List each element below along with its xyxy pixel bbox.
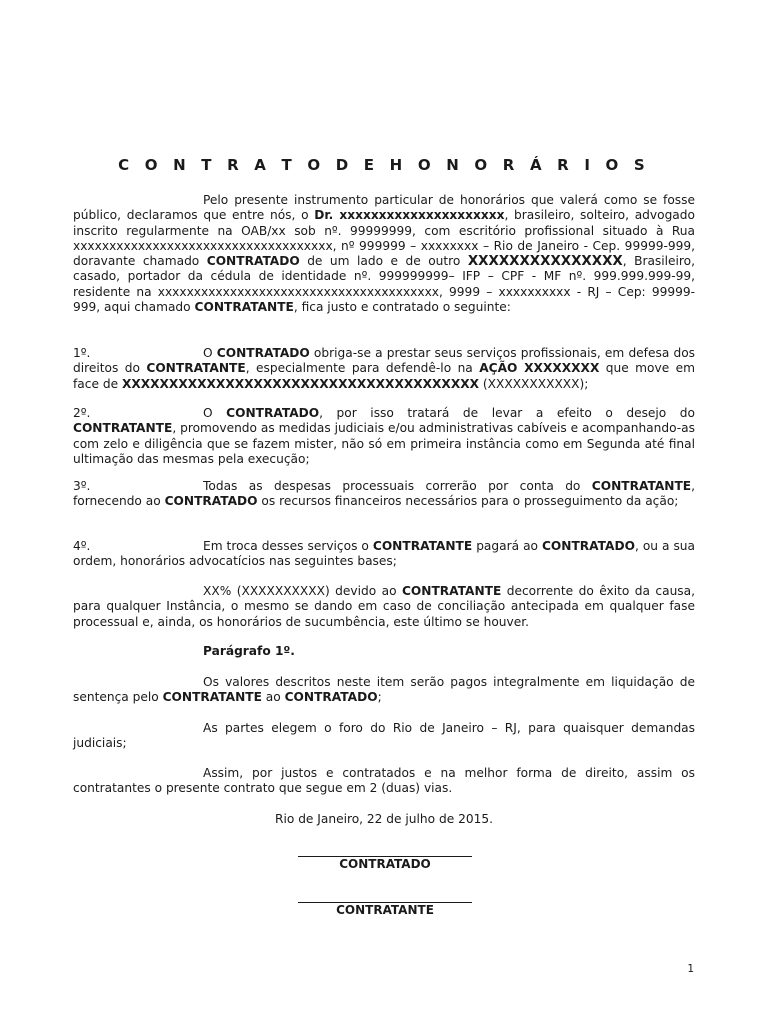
bold-term: CONTRATADO: [226, 406, 320, 420]
contratado-term: CONTRATADO: [206, 254, 300, 269]
clause-text: obriga-se a prestar seus serviços profissionais, em defesa dos direitos do: [73, 346, 696, 376]
clause-text: ;: [377, 690, 382, 705]
clause-text: ao: [261, 690, 285, 705]
intro-paragraph: [73, 193, 695, 315]
clause-text: Todas as despesas processuais correrão por conta do: [203, 479, 592, 493]
clause-2: [73, 406, 695, 467]
signature-label-contratante: CONTRATANTE: [336, 903, 434, 917]
paragrafo-label: Parágrafo 1º.: [203, 644, 295, 658]
clause-text: decorrente do êxito da causa, para qualquer Instância, o mesmo se dando em caso de conciliação antecipada em qualquer fase processual e, ainda, os honorários de sucumbência, este último se houver.: [73, 584, 695, 629]
clause-text: , ou a sua ordem, honorários advocatícios nas seguintes bases;: [73, 539, 695, 569]
clause-text: , promovendo as medidas judiciais e/ou administrativas cabíveis e acompanhando-as com zelo e diligência que se fazem mister, não só em primeira instância como em Segunda até final ultimação das mesmas pela execução;: [73, 421, 695, 466]
clause-text: , por isso tratará de levar a efeito o desejo do: [319, 406, 696, 420]
clause-text: O: [203, 406, 227, 420]
clause-text: , fornecendo ao: [73, 479, 695, 509]
closing-paragraph: [73, 766, 695, 797]
foro-paragraph: [73, 721, 695, 752]
clause-3: [73, 479, 695, 510]
bold-term: CONTRATADO: [216, 346, 310, 360]
clause-text: Em troca desses serviços o: [203, 539, 373, 553]
document-title: C O N T R A T O D E H O N O R Á R I O S: [118, 156, 650, 174]
bold-term: CONTRATADO: [284, 690, 378, 705]
page-number: 1: [687, 963, 694, 975]
signature-label-contratado: CONTRATADO: [339, 857, 431, 871]
client-name: XXXXXXXXXXXXXXX: [467, 254, 623, 270]
bold-term: CONTRATANTE: [162, 690, 262, 705]
clause-text: (XXXXXXXXXXX);: [479, 376, 589, 391]
clause-number: 3º.: [73, 479, 91, 493]
bold-term: CONTRATANTE: [591, 479, 692, 493]
contratante-term: CONTRATANTE: [194, 300, 294, 315]
clause-text: os recursos financeiros necessários para o prosseguimento da ação;: [257, 494, 679, 509]
clause-4: [73, 539, 695, 570]
bold-term: XXXXXXXXXXXXXXXXXXXXXXXXXXXXXXXXXXXXXX: [121, 376, 480, 391]
intro-text-4: , Brasileiro, casado, portador da cédula de identidade nº. 999999999– IFP – CPF - MF nº. 999.999.999-99, residente na xxxxxxxxxxxxxxxxxxxxxxxxxxxxxxxxxxxxxxx, 9999 – xxxxxxxxxx - RJ – Cep: 99999-999, aqui chamado: [73, 254, 696, 315]
clause-text: , especialmente para defendê-lo na: [245, 361, 480, 376]
bold-term: CONTRATANTE: [372, 539, 473, 553]
intro-text-5: , fica justo e contratado o seguinte:: [293, 300, 511, 315]
lawyer-name: Dr. xxxxxxxxxxxxxxxxxxxxx: [314, 208, 505, 223]
bold-term: CONTRATANTE: [146, 361, 246, 376]
intro-text-1: Pelo presente instrumento particular de honorários que valerá como se fosse público, declaramos que entre nós, o: [73, 193, 695, 223]
bold-term: AÇÃO XXXXXXXX: [479, 361, 600, 376]
valores-paragraph: [73, 675, 695, 706]
percentage-paragraph: [73, 584, 695, 630]
clause-text: As partes elegem o foro do Rio de Janeiro – RJ, para quaisquer demandas judiciais;: [73, 721, 695, 751]
bold-term: CONTRATADO: [164, 494, 258, 509]
clause-text: que move em face de: [73, 361, 695, 391]
clause-text: Assim, por justos e contratados e na melhor forma de direito, assim os contratantes o presente contrato que segue em 2 (duas) vias.: [73, 766, 695, 796]
date-line: Rio de Janeiro, 22 de julho de 2015.: [275, 812, 493, 826]
clause-text: Os valores descritos neste item serão pagos integralmente em liquidação de sentença pelo: [73, 675, 695, 705]
intro-text-3: de um lado e de outro: [299, 254, 468, 269]
clause-number: 4º.: [73, 539, 91, 553]
clause-1: [73, 346, 695, 392]
paragrafo-heading: [73, 644, 695, 659]
clause-text: XX% (XXXXXXXXXX) devido ao: [203, 584, 402, 598]
bold-term: CONTRATADO: [541, 539, 635, 553]
bold-term: CONTRATANTE: [401, 584, 502, 598]
clause-number: 2º.: [73, 406, 91, 420]
clause-text: pagará ao: [472, 539, 542, 553]
clause-text: O: [203, 346, 217, 360]
intro-text-2: , brasileiro, solteiro, advogado inscrito regularmente na OAB/xx sob nº. 99999999, com escritório profissional situado à Rua xxxxxxxxxxxxxxxxxxxxxxxxxxxxxxxxxxxx, nº 999999 – xxxxxxxx – Rio de Janeiro - Cep. 99999-999, doravante chamado: [73, 208, 695, 269]
bold-term: CONTRATANTE: [73, 421, 173, 436]
clause-number: 1º.: [73, 346, 91, 360]
